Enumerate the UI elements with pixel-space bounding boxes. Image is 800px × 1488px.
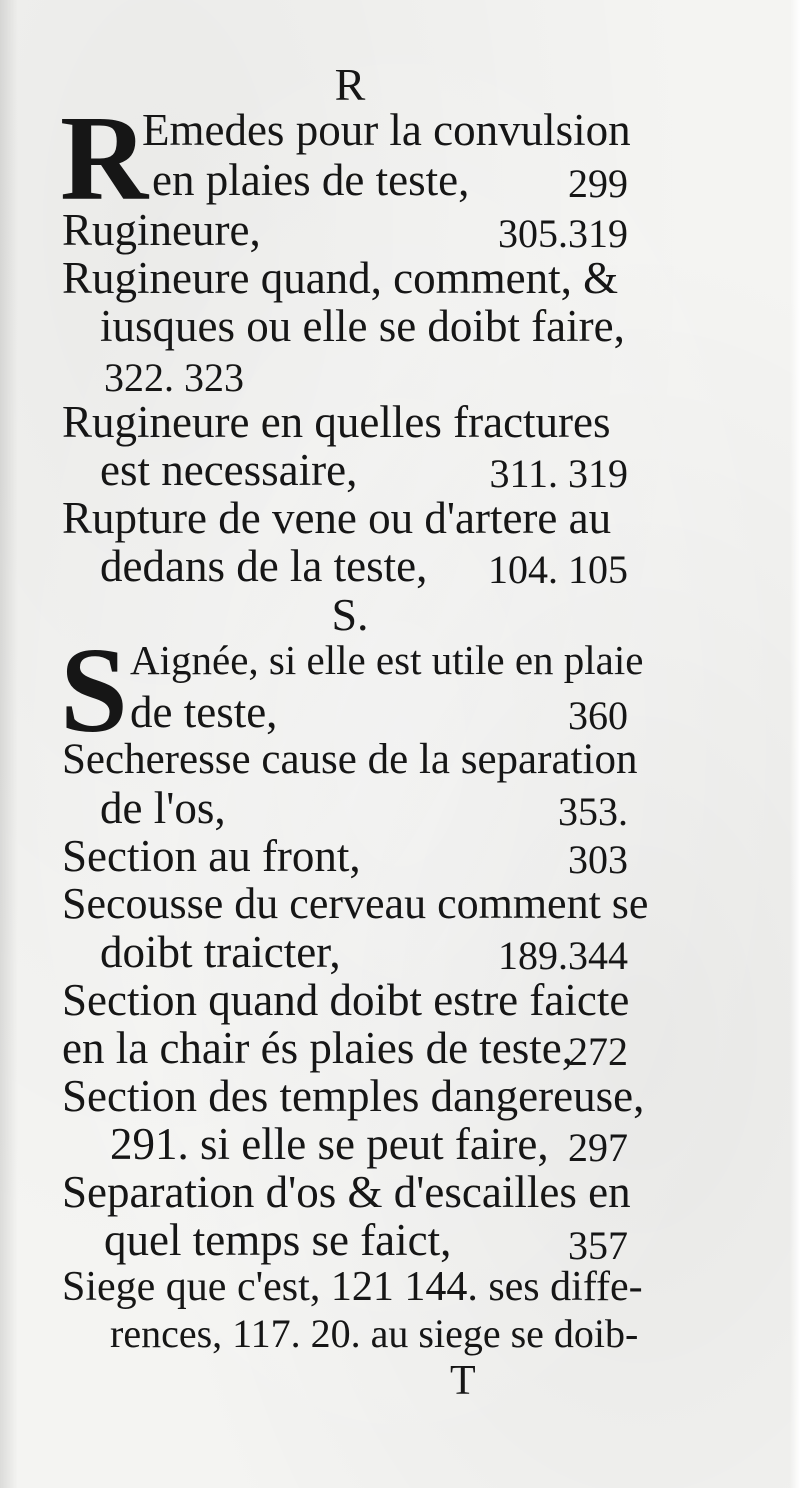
entry-line: Section quand doibt estre faicte [62,975,630,1025]
entry-line: dedans de la teste, [100,541,428,591]
entry-line: Emedes pour la convulsion [142,105,631,155]
entry-line: iusques ou elle se doibt faire, [100,301,625,351]
page-reference: 189.344 [498,933,628,978]
page-reference: 311. 319 [489,451,628,496]
entry-line: en plaies de teste, [152,155,470,205]
section-heading-r: R [334,59,366,110]
entry-line: doibt traicter, [100,927,341,977]
page-reference: 303 [568,837,628,882]
page-reference: 322. 323 [104,355,244,400]
page-reference: 104. 105 [488,547,628,592]
entry-line: Rugineure en quelles fractures [62,397,611,447]
entry-line: Aignée, si elle est utile en plaie [130,637,644,683]
catchword: T [450,1358,476,1404]
entry-line: Separation d'os & d'escailles en [62,1167,631,1217]
entry-line: de teste, [130,687,278,737]
page-reference: 360 [568,693,628,738]
page-reference: 357 [568,1223,628,1268]
entry-line: Siege que c'est, 121 144. ses diffe- [62,1264,643,1310]
entry-line: Rupture de vene ou d'artere au [62,493,612,543]
entry-line: de l'os, [100,783,226,833]
entry-line: quel temps se faict, [104,1215,452,1265]
entry-line: Section au front, [62,831,361,881]
entry-line: Secheresse cause de la separation [62,736,638,783]
page-reference: 297 [568,1125,628,1170]
entry-line: Section des temples dangereuse, [62,1071,645,1121]
page-reference: 305.319 [498,211,628,256]
entry-line: 291. si elle se peut faire, [110,1119,549,1169]
page-edge [790,0,800,1488]
page-reference: 272 [568,1029,628,1074]
drop-cap-r: R [60,91,149,226]
entry-line: en la chair és plaies de teste, [62,1023,574,1073]
entry-line: Rugineure, [62,205,261,255]
entry-line: Rugineure quand, comment, & [62,253,619,303]
entry-line: Secousse du cerveau comment se [62,879,649,928]
entry-line: est necessaire, [100,445,358,495]
page-gutter-shadow [0,0,18,1488]
page-reference: 299 [568,161,628,206]
drop-cap-s: S [60,623,128,758]
entry-line: rences, 117. 20. au siege se doib- [110,1311,639,1356]
section-heading-s: S. [331,589,369,640]
page-reference: 353. [558,789,628,834]
